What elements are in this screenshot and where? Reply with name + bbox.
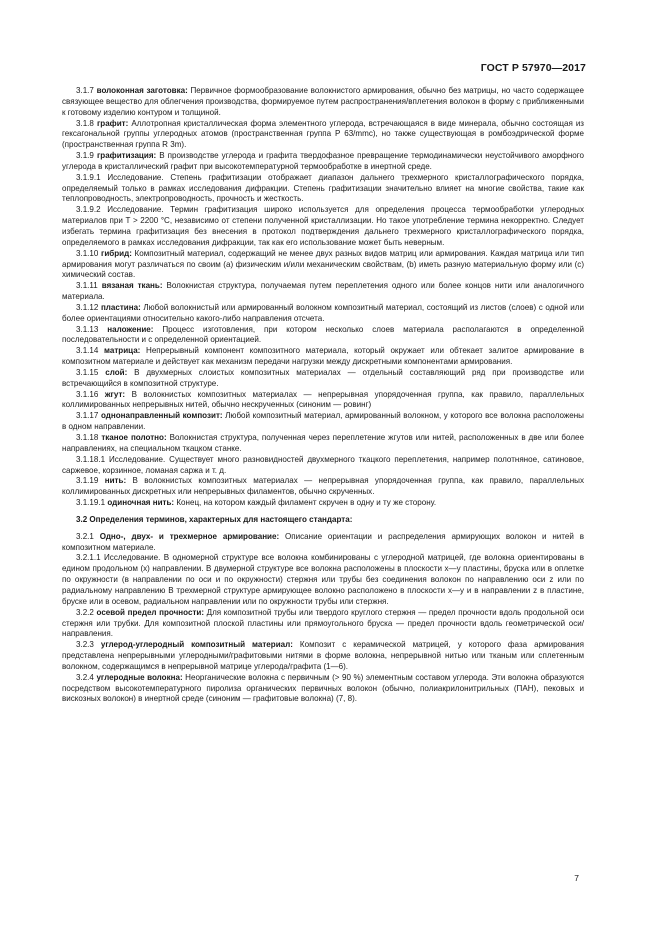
entry-number: 3.2.2 xyxy=(76,607,94,617)
entry-number: 3.1.13 xyxy=(76,324,99,334)
entry-number: 3.1.14 xyxy=(76,346,99,356)
entry-text: Исследование. Термин графитизация широко используется для определения процесса термообработки углеродных материалов при Т > 2200 °С, независимо от степени полученной кристаллизации. Но такое употребление термина некорректно. Следует избегать термина графитизация без внесения в протокол подтверждения дальнего трехмерного кристаллографического порядка, определяемого в рамках исследования дифракции, так как его использование может быть неверным. xyxy=(62,205,584,247)
entry-number: 3.1.9 xyxy=(76,151,94,161)
entry-text: Аллотропная кристаллическая форма элементного углерода, встречающаяся в виде минерала, обычно состоящая из гексагональной группы углеродных атомов (пространственная группа Р 63/mmc), но также существующая в ромбоэдрической форме (пространственная группа R 3m). xyxy=(62,118,584,150)
entry-number: 3.1.18.1 xyxy=(76,454,106,464)
term-entry xyxy=(62,281,584,303)
document-header: ГОСТ Р 57970—2017 xyxy=(480,62,586,74)
document-body xyxy=(62,86,584,705)
entry-number: 3.1.7 xyxy=(76,86,94,95)
entry-term: вязаная ткань: xyxy=(101,281,163,291)
entry-number: 3.2.1 xyxy=(76,531,94,541)
entry-text: Описание ориентации и распределения армирующих волокон и нитей в композитном материале. xyxy=(62,531,584,552)
entry-text: Любой волокнистый или армированный волокном композитный материал, состоящий из листов (слоев) с одной или более ориентациями относительно какого-либо направления отсчета. xyxy=(62,302,584,323)
page-number: 7 xyxy=(574,873,579,883)
entry-text: В производстве углерода и графита твердофазное превращение термодинамически неустойчивого аморфного углерода в кристаллический графит при высокотемпературной термообработке в инертной среде. xyxy=(62,151,584,171)
term-entry xyxy=(62,86,584,119)
entry-text: Неорганические волокна с первичным (> 90 %) элементным составом углерода. Эти волокна образуются посредством высокотемпературного пиролиза органических первичных волокон (обычно, полиакрилонитрильных (ПАН), пековых и вискозных волокон) в инертной среде (синоним — графитовые волокна) (7, 8). xyxy=(62,672,584,704)
term-entry xyxy=(62,151,584,173)
term-entry xyxy=(62,303,584,325)
entry-number: 3.1.11 xyxy=(76,281,98,291)
entry-number: 3.1.19.1 xyxy=(76,498,106,508)
entry-number: 3.1.16 xyxy=(76,389,99,399)
entry-text: Исследование. Существует много разновидностей двухмерного ткацкого переплетения, например полотняное, сатиновое, саржевое, корзинное, ломаная саржа и т. д. xyxy=(62,454,584,475)
entry-text: Любой композитный материал, армированный волокном, у которого все волокна расположены в одном направлении. xyxy=(62,411,584,432)
entry-text: Процесс изготовления, при котором несколько слоев материала располагаются в определенной последовательности и с определенной ориентацией. xyxy=(62,324,584,345)
entry-number: 3.1.12 xyxy=(76,302,99,312)
entry-number: 3.1.9.2 xyxy=(76,205,101,215)
entry-number: 3.1.10 xyxy=(76,248,99,258)
entry-number: 3.2.1.1 xyxy=(76,553,101,563)
term-entry xyxy=(62,498,584,509)
term-entry xyxy=(62,608,584,641)
term-entry xyxy=(62,205,584,248)
entry-term: гибрид: xyxy=(101,248,132,258)
entry-number: 3.1.9.1 xyxy=(76,172,101,182)
entry-term: углеродные волокна: xyxy=(96,672,183,682)
entry-text: Для композитной трубы или твердого круглого стержня — предел прочности вдоль продольной оси стержня или трубки. Для композитной плоской пластины или прямоугольного бруска — предел прочности вдоль геометрической оси/направления. xyxy=(62,607,584,639)
entry-text: Исследование. В одномерной структуре все волокна комбинированы с углеродной матрицей, где волокна ориентированы в едином продольном (х) направлении. В двумерной структуре все волокна расположены в плоскости х—у пластины, бруска или в оплетке по окружности (в направлении по оси и по окружности) стержня или трубы без соединения волокон по направлению оси z или по радиальному направлению В трехмерной структуре армирующее волокно расположено в плоскости х—у и в направлении z в пластине, бруске или в осевом, радиальном направлении или по окружности трубы или стержня. xyxy=(62,553,584,606)
entry-term: однонаправленный композит: xyxy=(100,411,223,421)
entry-text: Конец, на котором каждый филамент скручен в одну и ту же сторону. xyxy=(176,498,437,508)
term-entry xyxy=(62,476,584,498)
entry-term: углерод-углеродный композитный материал: xyxy=(100,640,293,650)
term-entry xyxy=(62,553,584,607)
entry-text: Композит с керамической матрицей, у которого фаза армирования представлена непрерывными углеродными/графитовыми нитями в форме волокна, непрерывной нитью или тканым или сплетенным волокном, содержащимся в непрерывной матрице углерода/графита (1—6). xyxy=(62,640,584,671)
entry-term: волоконная заготовка: xyxy=(96,86,188,95)
entry-number: 3.1.18 xyxy=(76,433,99,442)
term-entry xyxy=(62,640,584,673)
term-entry xyxy=(62,119,584,152)
entry-term: Одно-, двух- и трехмерное армирование: xyxy=(99,531,280,541)
term-entry xyxy=(62,411,584,433)
entry-text: Волокнистая структура, получаемая путем переплетения одного или более концов нити или аналогичного материала. xyxy=(62,281,584,302)
entry-text: Исследование. Степень графитизации отображает диапазон дальнего трехмерного кристаллографического порядка, определяемый только в рамках исследования дифракции. Степень графитизации значительно влияет на многие свойства, такие как теплопроводность, электропроводность, прочность и жесткость. xyxy=(62,172,584,204)
term-entry xyxy=(62,390,584,412)
entry-term: наложение: xyxy=(107,324,154,334)
entry-text: Непрерывный компонент композитного материала, который окружает или обтекает залитое армирование в композитном материале и действует как механизм передачи нагрузки между дискретными компонентами армирования. xyxy=(62,346,584,367)
entry-term: матрица: xyxy=(104,346,141,356)
entry-number: 3.1.17 xyxy=(76,411,99,421)
term-entry xyxy=(62,455,584,477)
entry-number: 3.2.3 xyxy=(76,640,94,650)
entry-number: 3.2.4 xyxy=(76,672,94,682)
section-title-3-2: 3.2 Определения терминов, характерных для настоящего стандарта: xyxy=(76,514,353,524)
term-entry xyxy=(62,173,584,206)
entry-term: нить: xyxy=(104,476,127,486)
term-entry xyxy=(62,433,584,455)
entry-number: 3.1.19 xyxy=(76,476,99,486)
entry-term: жгут: xyxy=(104,389,126,399)
term-entry xyxy=(62,368,584,390)
entry-text: В двухмерных слоистых композитных материалах — отдельный составляющий ряд при производстве или встречающийся в композитной структуре. xyxy=(62,367,584,388)
term-entry xyxy=(62,346,584,368)
entry-term: одиночная нить: xyxy=(107,498,175,508)
entry-number: 3.1.15 xyxy=(76,367,99,377)
term-entry xyxy=(62,249,584,282)
term-entry xyxy=(62,325,584,347)
entry-term: графит: xyxy=(96,118,129,128)
entry-text: Волокнистая структура, полученная через переплетение жгутов или нитей, расположенных в две или более направлениях, на специальном ткацком станке. xyxy=(62,433,584,453)
entry-term: осевой предел прочности: xyxy=(96,607,205,617)
term-entry xyxy=(62,532,584,554)
entry-text: Первичное формообразование волокнистого армирования, обычно без матрицы, но часто содержащее связующее вещество для облегчения производства, формируемое путем распространения/вплетения волокон в форму с приближенными к готовому изделию контуром и толщиной. xyxy=(62,86,584,117)
entry-text: Композитный материал, содержащий не менее двух разных видов матриц или армирования. Каждая матрица или тип армирования могут различаться по своим (а) физическим и/или механическим свойствам, (b) иметь разную материальную форму или (c) химический состав. xyxy=(62,248,584,280)
entry-text: В волокнистых композитных материалах — непрерывная упорядоченная группа, как правило, параллельных коллимированных дискретных или непрерывных филаментов, обычно скрученных. xyxy=(62,476,584,497)
terms-section-3-1 xyxy=(62,86,584,509)
entry-term: слой: xyxy=(105,367,128,377)
entry-text: В волокнистых композитных материалах — непрерывная упорядоченная группа, как правило, параллельных коллимированных непрерывных нитей, обычно нескрученных (синоним — ровинг) xyxy=(62,389,584,410)
entry-term: тканое полотно: xyxy=(101,433,167,442)
terms-section-3-2 xyxy=(62,532,584,706)
entry-term: графитизация: xyxy=(96,151,157,161)
term-entry xyxy=(62,673,584,706)
entry-number: 3.1.8 xyxy=(76,118,94,128)
entry-term: пластина: xyxy=(100,302,141,312)
